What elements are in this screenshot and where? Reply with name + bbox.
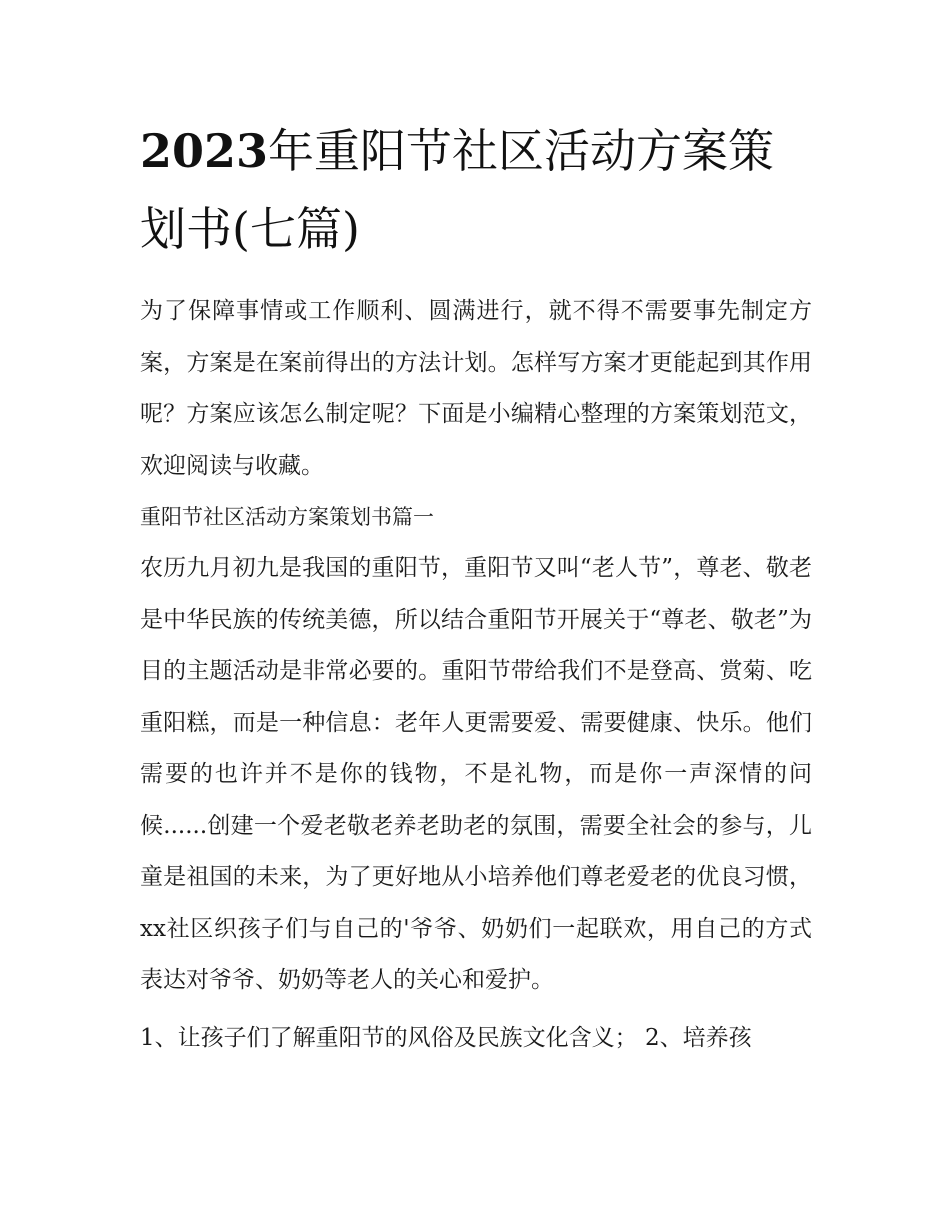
document-content [140, 112, 812, 1064]
intro-paragraph: 为了保障事情或工作顺利、圆满进行，就不得不需要事先制定方案，方案是在案前得出的方法计划。怎样写方案才更能起到其作用呢？方案应该怎么制定呢？下面是小编精心整理的方案策划范文，欢迎阅读与收藏。 [140, 298, 812, 479]
section-body-paragraph: 农历九月初九是我国的重阳节，重阳节又叫“老人节”，尊老、敬老是中华民族的传统美德，所以结合重阳节开展关于“尊老、敬老”为目的主题活动是非常必要的。重阳节带给我们不是登高、赏菊、吃重阳糕，而是一种信息：老年人更需要爱、需要健康、快乐。他们需要的也许并不是你的钱物，不是礼物，而是你一声深情的问候......创建一个爱老敬老养老助老的氛围，需要全社会的参与，儿童是祖国的未来，为了更好地从小培养他们尊老爱老的优良习惯，xx社区织孩子们与自己的'爷爷、奶奶们一起联欢，用自己的方式表达对爷爷、奶奶等老人的关心和爱护。 [140, 555, 812, 993]
section-heading: 重阳节社区活动方案策划书篇一 [140, 505, 434, 529]
goals-paragraph: 1、让孩子们了解重阳节的风俗及民族文化含义； 2、培养孩 [140, 1024, 752, 1051]
document-title-year: 2023 [140, 124, 269, 178]
document-title [140, 112, 812, 268]
document-title-text: 年重阳节社区活动方案策划书(七篇) [140, 124, 775, 256]
